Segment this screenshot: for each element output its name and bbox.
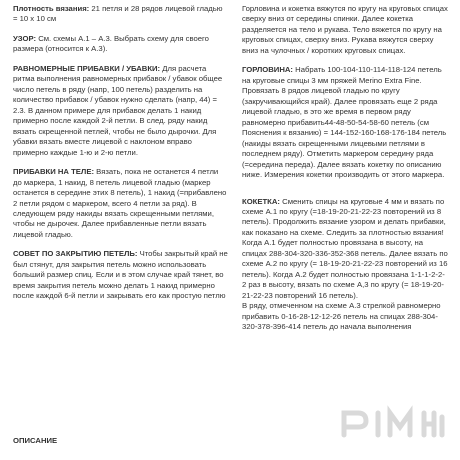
description-heading: ОПИСАНИЕ	[13, 436, 58, 445]
yoke-text: Сменить спицы на круговые 4 мм и вязать по схеме А.1 по кругу (=18-19-20-21-22-23 повторений из 8 петель). Продолжить вязание узором и делать прибавки, как показано на схеме. Следить за плотностью вязания! Когда А.1 будет полностью провязана в высоту, на спицах 288-304-320-336-352-368 петель. Далее вязать по схеме А.2 по кругу (= 18-19-20-21-22-23 повторений из 16 петель). Когда А.2 будет полностью провязана 1-1-1-2-2-2 раз в высоту, вязать по схеме А,3 по кругу (= 18-19-20-21-22-23 повторений 16 петель).	[242, 196, 448, 300]
right-column	[242, 4, 449, 333]
neck-paragraph	[242, 65, 449, 180]
intro-paragraph: Горловина и кокетка вяжутся по кругу на круговых спицах сверху вниз от середины спинки. Далее кокетка разделяется на тело и рукава. Тело вяжется по кругу на круговых спицах, сверху вниз. Рукава вяжутся сверху вниз на чулочных / коротких круговых спицах.	[242, 4, 448, 55]
yoke-continued-paragraph: В ряду, отмеченном на схеме А.3 стрелкой равномерно прибавить 0-16-28-12-12-26 петель на спицах 288-304-320-378-396-414 петель до начала выполнения	[242, 301, 441, 332]
watermark-graphic	[334, 405, 452, 441]
cast-off-tip-label: СОВЕТ ПО ЗАКРЫТИЮ ПЕТЕЛЬ:	[13, 249, 138, 259]
left-column	[13, 4, 228, 311]
cast-off-tip-text: Чтобы закрытый край не был стянут, для закрытия петель можно использовать больший размер спиц. Если и в этом случае край тянет, во время закрытия петель можно делать 1 накид примерно после каждой 6-й петли и закрывать его как простую петлю	[13, 249, 228, 301]
gauge-text: 21 петля и 28 рядов лицевой гладью = 10 х 10 см	[13, 4, 223, 24]
increases-label: РАВНОМЕРНЫЕ ПРИБАВКИ / УБАВКИ:	[13, 63, 161, 73]
pattern-text: См. схемы А.1 – А.3. Выбрать схему для своего размера (относится к А.3).	[13, 33, 209, 54]
body-increases-label: ПРИБАВКИ НА ТЕЛЕ:	[13, 167, 95, 177]
gauge-label: Плотность вязания:	[13, 4, 90, 13]
yoke-paragraph	[242, 197, 449, 302]
gauge-paragraph	[13, 4, 228, 25]
cast-off-tip-paragraph	[13, 249, 228, 301]
yoke-label: КОКЕТКА:	[242, 196, 280, 206]
body-increases-paragraph	[13, 167, 228, 240]
pattern-paragraph	[13, 34, 228, 55]
increases-text: Для расчета ритма выполнения равномерных прибавок / убавок общее число петель в ряду (напр, 100 петель) разделить на количество прибавок / убавок нужно сделать (напр, 44) = 2.3. В данном примере для прибавок делать 1 накид примерно после каждой 2-й петли. В след. ряду накид вязать скрещенной петлей, чтобы не было дырочки. Для убавки вязать вместе лицевой с наклоном вправо примерно каждые 1-ю и 2-ю петли.	[13, 63, 223, 157]
body-increases-text: Вязать, пока не останется 4 петли до маркера, 1 накид, 8 петель лицевой гладью (маркер останется в середине этих 8 петель), 1 накид (=прибавлено 2 петли рядом с маркером, всего 4 петли за ряд). В следующем ряду накиды вязать скрещенными петлями, чтобы не дырочек. Далее прибавленные петли вязать лицевой гладью.	[13, 167, 227, 239]
neck-text: Набрать 100-104-110-114-118-124 петель на круговые спицы 3 мм пряжей Merino Extra Fine. Провязать 8 рядов лицевой гладью по кругу (закручивающийся край). Далее провязать еще 2 ряда лицевой гладью, в это же время в первом ряду равномерно прибавить44-48-50-54-58-60 петель (см Пояснения к вязанию) = 144-152-160-168-176-184 петель (накиды вязать скрещенными лицевыми петлями в последнем ряду). Отметить маркером середину ряда (=середина переда). Далее вязать кокетку по описанию ниже. Измерения кокетки производить от этого маркера.	[242, 65, 447, 180]
increases-paragraph	[13, 64, 228, 158]
pattern-label: УЗОР:	[13, 33, 37, 43]
neck-label: ГОРЛОВИНА:	[242, 65, 293, 75]
watermark-logo	[334, 405, 452, 441]
